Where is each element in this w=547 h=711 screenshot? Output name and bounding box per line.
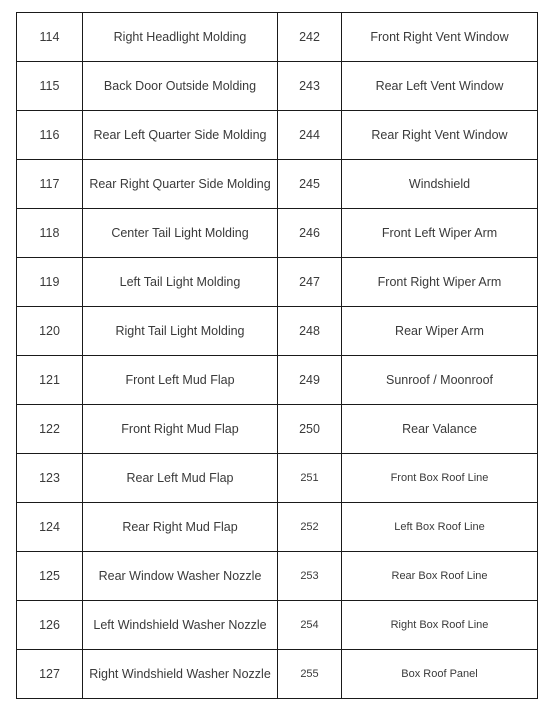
- part-name-cell: Front Right Wiper Arm: [342, 258, 538, 307]
- part-number-cell: 126: [17, 601, 83, 650]
- part-number-cell: 248: [278, 307, 342, 356]
- part-number-cell: 253: [278, 552, 342, 601]
- part-name-cell: Rear Window Washer Nozzle: [83, 552, 278, 601]
- part-number-cell: 123: [17, 454, 83, 503]
- part-name-cell: Front Box Roof Line: [342, 454, 538, 503]
- part-name-cell: Rear Left Quarter Side Molding: [83, 111, 278, 160]
- part-number-cell: 251: [278, 454, 342, 503]
- part-number-cell: 117: [17, 160, 83, 209]
- part-number-cell: 122: [17, 405, 83, 454]
- part-number-cell: 247: [278, 258, 342, 307]
- part-number-cell: 124: [17, 503, 83, 552]
- part-number-cell: 120: [17, 307, 83, 356]
- part-number-cell: 252: [278, 503, 342, 552]
- part-name-cell: Rear Box Roof Line: [342, 552, 538, 601]
- part-name-cell: Front Right Mud Flap: [83, 405, 278, 454]
- table-row: [17, 356, 538, 405]
- part-number-cell: 250: [278, 405, 342, 454]
- part-number-cell: 254: [278, 601, 342, 650]
- part-name-cell: Rear Left Vent Window: [342, 62, 538, 111]
- part-name-cell: Center Tail Light Molding: [83, 209, 278, 258]
- table-row: [17, 111, 538, 160]
- part-number-cell: 114: [17, 13, 83, 62]
- table-row: [17, 601, 538, 650]
- table-row: [17, 503, 538, 552]
- part-number-cell: 245: [278, 160, 342, 209]
- part-name-cell: Rear Right Quarter Side Molding: [83, 160, 278, 209]
- part-name-cell: Front Left Mud Flap: [83, 356, 278, 405]
- part-number-cell: 125: [17, 552, 83, 601]
- table-row: [17, 454, 538, 503]
- part-number-cell: 116: [17, 111, 83, 160]
- part-name-cell: Left Windshield Washer Nozzle: [83, 601, 278, 650]
- part-name-cell: Sunroof / Moonroof: [342, 356, 538, 405]
- part-name-cell: Rear Wiper Arm: [342, 307, 538, 356]
- part-number-cell: 127: [17, 650, 83, 699]
- table-row: [17, 307, 538, 356]
- part-number-cell: 115: [17, 62, 83, 111]
- table-row: [17, 258, 538, 307]
- part-name-cell: Right Windshield Washer Nozzle: [83, 650, 278, 699]
- part-number-cell: 242: [278, 13, 342, 62]
- part-name-cell: Rear Right Mud Flap: [83, 503, 278, 552]
- part-name-cell: Rear Valance: [342, 405, 538, 454]
- table-row: [17, 552, 538, 601]
- part-name-cell: Left Tail Light Molding: [83, 258, 278, 307]
- part-number-cell: 249: [278, 356, 342, 405]
- part-name-cell: Rear Right Vent Window: [342, 111, 538, 160]
- part-name-cell: Rear Left Mud Flap: [83, 454, 278, 503]
- part-name-cell: Right Box Roof Line: [342, 601, 538, 650]
- part-name-cell: Windshield: [342, 160, 538, 209]
- part-name-cell: Box Roof Panel: [342, 650, 538, 699]
- parts-table: [16, 12, 538, 699]
- table-row: [17, 62, 538, 111]
- table-row: [17, 650, 538, 699]
- table-row: [17, 160, 538, 209]
- part-name-cell: Front Right Vent Window: [342, 13, 538, 62]
- part-number-cell: 255: [278, 650, 342, 699]
- part-name-cell: Right Headlight Molding: [83, 13, 278, 62]
- table-row: [17, 209, 538, 258]
- part-name-cell: Left Box Roof Line: [342, 503, 538, 552]
- table-row: [17, 405, 538, 454]
- part-number-cell: 119: [17, 258, 83, 307]
- part-number-cell: 118: [17, 209, 83, 258]
- part-number-cell: 243: [278, 62, 342, 111]
- parts-table-body: [17, 13, 538, 699]
- part-name-cell: Front Left Wiper Arm: [342, 209, 538, 258]
- part-number-cell: 244: [278, 111, 342, 160]
- table-row: [17, 13, 538, 62]
- part-name-cell: Back Door Outside Molding: [83, 62, 278, 111]
- part-name-cell: Right Tail Light Molding: [83, 307, 278, 356]
- part-number-cell: 246: [278, 209, 342, 258]
- part-number-cell: 121: [17, 356, 83, 405]
